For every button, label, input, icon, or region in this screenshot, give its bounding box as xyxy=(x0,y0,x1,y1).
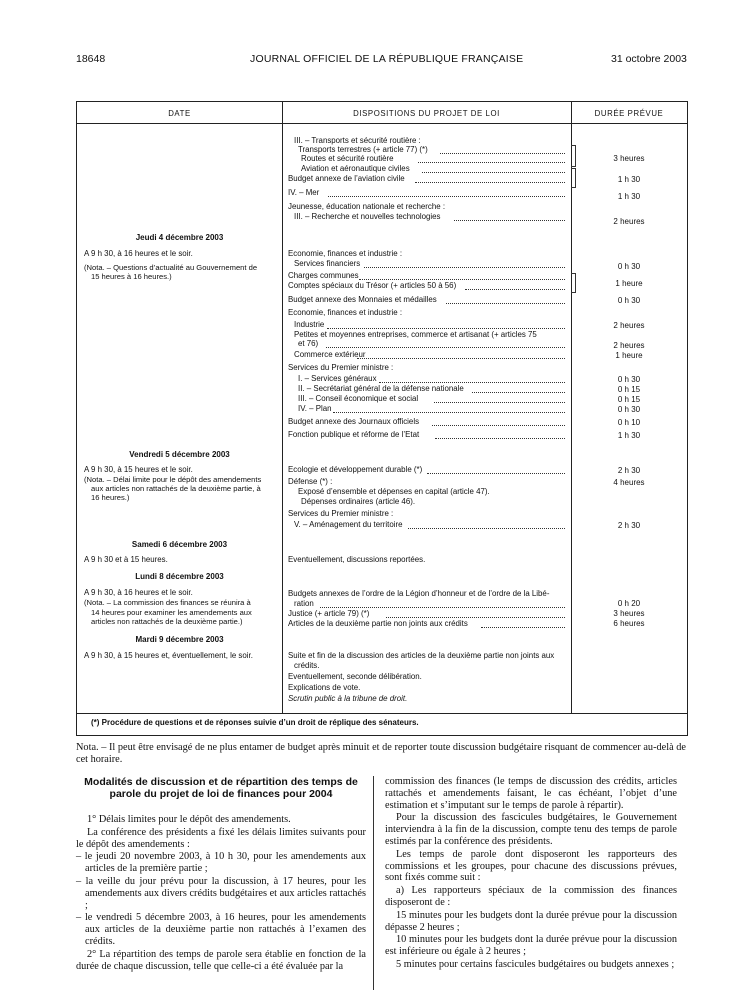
header-rule xyxy=(77,123,687,124)
duration-value: 1 h 30 xyxy=(617,431,641,440)
agenda-line: Transports terrestres (+ article 77) (*) xyxy=(298,145,428,154)
agenda-line: Budget annexe des Monnaies et médailles xyxy=(288,295,437,304)
agenda-line: Exposé d’ensemble et dépenses en capital (article 47). xyxy=(298,487,490,496)
leader-dots xyxy=(364,267,565,268)
duration-value: 0 h 30 xyxy=(617,262,641,271)
duration-value: 0 h 15 xyxy=(617,395,641,404)
agenda-line: crédits. xyxy=(294,661,320,670)
leader-dots xyxy=(357,358,565,359)
paragraph: 1° Délais limites pour le dépôt des amendements. xyxy=(87,814,291,825)
leader-dots xyxy=(379,382,565,383)
issue-date: 31 octobre 2003 xyxy=(611,53,687,65)
session-note: 14 heures pour examiner les amendements aux xyxy=(91,608,252,617)
leader-dots xyxy=(422,172,565,173)
agenda-line: III. – Transports et sécurité routière : xyxy=(294,136,421,145)
column-divider xyxy=(373,776,374,990)
agenda-line: Services du Premier ministre : xyxy=(288,363,394,372)
column-header-date: DATE xyxy=(168,109,191,118)
session-note: aux articles non rattachés de la deuxième partie, à xyxy=(91,484,261,493)
paragraph: Les temps de parole dont disposeront les rapporteurs des commissions et les groupes, pour chacune des discussions prévues, sont fixés comme suit : xyxy=(385,848,677,884)
leader-dots xyxy=(465,289,565,290)
paragraph: commission des finances (le temps de discussion des crédits, articles rattachés et amendements faisant, le cas échéant, l’objet d’une estimation et s’imputant sur le temps de parole à répartir). xyxy=(385,776,677,811)
leader-dots xyxy=(481,627,565,628)
duration-value: 0 h 30 xyxy=(617,375,641,384)
agenda-line: Ecologie et développement durable (*) xyxy=(288,465,423,474)
schedule-table xyxy=(76,101,688,736)
session-times: A 9 h 30, à 15 heures et le soir. xyxy=(84,465,193,474)
leader-dots xyxy=(359,279,565,280)
agenda-line: et 76) xyxy=(298,339,319,348)
session-note: articles non rattachés de la deuxième partie.) xyxy=(91,617,243,626)
table-footnote: (*) Procédure de questions et de réponses suivie d’un droit de réplique des sénateurs. xyxy=(91,718,419,727)
leader-dots xyxy=(415,182,565,183)
paragraph: 10 minutes pour les budgets dont la durée prévue pour la discussion est inférieure ou égale à 2 heures ; xyxy=(385,934,677,958)
right-column xyxy=(385,776,677,972)
session-note: 15 heures à 16 heures.) xyxy=(91,272,172,281)
leader-dots xyxy=(435,438,565,439)
agenda-line: Budget annexe des Journaux officiels xyxy=(288,417,420,426)
agenda-line: Charges communes xyxy=(288,271,359,280)
duration-value: 3 heures xyxy=(613,609,645,618)
agenda-line: Scrutin public à la tribune de droit. xyxy=(288,694,408,703)
column-divider xyxy=(571,102,572,713)
session-note: (Nota. – Questions d’actualité au Gouvernement de xyxy=(84,263,258,272)
agenda-line: Eventuellement, seconde délibération. xyxy=(288,672,422,681)
paragraph: Pour la discussion des fascicules budgétaires, le Gouvernement interviendra à la fin de la discussion, compte tenu des temps de parole estimés par la conférence des présidents. xyxy=(385,812,677,847)
page-number: 18648 xyxy=(76,53,106,65)
agenda-line: Services financiers xyxy=(294,259,361,268)
duration-value: 0 h 30 xyxy=(617,405,641,414)
date-heading: Mardi 9 décembre 2003 xyxy=(135,635,224,644)
duration-value: 2 heures xyxy=(613,321,645,330)
leader-dots xyxy=(333,412,565,413)
agenda-line: Services du Premier ministre : xyxy=(288,509,394,518)
agenda-line: Petites et moyennes entreprises, commerce et artisanat (+ articles 75 xyxy=(294,330,537,339)
list-item: – la veille du jour prévu pour la discussion, à 17 heures, pour les amendements aux divers crédits budgétaires et aux articles rattachés ; xyxy=(76,875,366,911)
date-heading: Samedi 6 décembre 2003 xyxy=(131,540,228,549)
duration-value: 2 h 30 xyxy=(617,521,641,530)
session-times: A 9 h 30, à 16 heures et le soir. xyxy=(84,588,193,597)
agenda-line: III. – Conseil économique et social xyxy=(298,394,419,403)
duration-value: 0 h 15 xyxy=(617,385,641,394)
paragraph: 2° La répartition des temps de parole sera établie en fonction de la durée de chaque discussion, telle que celle-ci a été évaluée par la xyxy=(76,948,366,972)
leader-dots xyxy=(446,303,565,304)
agenda-line: II. – Secrétariat général de la défense nationale xyxy=(298,384,464,393)
duration-value: 1 heure xyxy=(615,279,643,288)
agenda-line: Défense (*) : xyxy=(288,477,333,486)
session-times: A 9 h 30, à 15 heures et, éventuellement, le soir. xyxy=(84,651,253,660)
leader-dots xyxy=(320,607,565,608)
paragraph: La conférence des présidents a fixé les délais limites suivants pour le dépôt des amendements : xyxy=(76,826,366,850)
duration-value: 0 h 20 xyxy=(617,599,641,608)
duration-value: 1 heure xyxy=(615,351,643,360)
list-item: – le jeudi 20 novembre 2003, à 10 h 30, pour les amendements aux articles de la première partie ; xyxy=(76,851,366,875)
agenda-line: Suite et fin de la discussion des articles de la deuxième partie non joints aux xyxy=(288,651,555,660)
agenda-line: IV. – Mer xyxy=(288,188,320,197)
leader-dots xyxy=(472,392,565,393)
agenda-line: Explications de vote. xyxy=(288,683,361,692)
agenda-line: Articles de la deuxième partie non joints aux crédits xyxy=(288,619,468,628)
agenda-line: Comptes spéciaux du Trésor (+ articles 50 à 56) xyxy=(288,281,457,290)
session-times: A 9 h 30, à 16 heures et le soir. xyxy=(84,249,193,258)
agenda-line: Fonction publique et réforme de l’Etat xyxy=(288,430,420,439)
duration-value: 2 h 30 xyxy=(617,466,641,475)
agenda-line: Dépenses ordinaires (article 46). xyxy=(301,497,416,506)
leader-dots xyxy=(386,617,565,618)
agenda-line: Economie, finances et industrie : xyxy=(288,249,403,258)
date-heading: Vendredi 5 décembre 2003 xyxy=(129,450,230,459)
agenda-line: V. – Aménagement du territoire xyxy=(294,520,403,529)
agenda-line: Eventuellement, discussions reportées. xyxy=(288,555,426,564)
leader-dots xyxy=(454,220,565,221)
footnote-rule xyxy=(77,713,687,714)
agenda-line: Budget annexe de l’aviation civile xyxy=(288,174,405,183)
column-header-dispositions: DISPOSITIONS DU PROJET DE LOI xyxy=(353,109,500,118)
session-times: A 9 h 30 et à 15 heures. xyxy=(84,555,168,564)
leader-dots xyxy=(408,528,565,529)
agenda-line: Industrie xyxy=(294,320,325,329)
column-header-duree: DURÉE PRÉVUE xyxy=(594,109,664,118)
session-note: (Nota. – La commission des finances se réunira à xyxy=(84,598,251,607)
duration-value: 2 heures xyxy=(613,217,645,226)
duration-value: 1 h 30 xyxy=(617,175,641,184)
leader-dots xyxy=(434,402,565,403)
agenda-line: Aviation et aéronautique civiles xyxy=(301,164,410,173)
agenda-line: I. – Services généraux xyxy=(298,374,377,383)
journal-title: JOURNAL OFFICIEL DE LA RÉPUBLIQUE FRANÇAISE xyxy=(250,53,524,65)
agenda-line: Economie, finances et industrie : xyxy=(288,308,403,317)
duration-value: 1 h 30 xyxy=(617,192,641,201)
leader-dots xyxy=(326,347,565,348)
agenda-line: IV. – Plan xyxy=(298,404,332,413)
agenda-line: Jeunesse, éducation nationale et recherche : xyxy=(288,202,446,211)
agenda-line: Budgets annexes de l’ordre de la Légion d’honneur et de l’ordre de la Libé- xyxy=(288,589,550,598)
leader-dots xyxy=(432,425,565,426)
agenda-line: III. – Recherche et nouvelles technologies xyxy=(294,212,441,221)
agenda-line: ration xyxy=(294,599,314,608)
duration-value: 4 heures xyxy=(613,478,645,487)
section-heading: Modalités de discussion et de répartition des temps de parole du projet de loi de finances pour 2004 xyxy=(84,776,358,800)
list-item: – le vendredi 5 décembre 2003, à 16 heures, pour les amendements aux articles de la deuxième partie non rattachés à l’examen des crédits. xyxy=(76,912,366,947)
leader-dots xyxy=(440,153,565,154)
duration-value: 3 heures xyxy=(613,154,645,163)
agenda-line: Justice (+ article 79) (*) xyxy=(288,609,370,618)
leader-dots xyxy=(328,196,565,197)
leader-dots xyxy=(327,328,565,329)
paragraph: a) Les rapporteurs spéciaux de la commission des finances disposeront de : xyxy=(385,885,677,908)
duration-value: 0 h 10 xyxy=(617,418,641,427)
duration-value: 0 h 30 xyxy=(617,296,641,305)
paragraph: 5 minutes pour certains fascicules budgétaires ou budgets annexes ; xyxy=(396,958,675,970)
leader-dots xyxy=(418,162,565,163)
date-heading: Lundi 8 décembre 2003 xyxy=(135,572,224,581)
session-note: (Nota. – Délai limite pour le dépôt des amendements xyxy=(84,475,262,484)
column-divider xyxy=(282,102,283,713)
nota-paragraph: Nota. – Il peut être envisagé de ne plus entamer de budget après minuit et de reporter toute discussion budgétaire risquant de commencer au-delà de cet horaire. xyxy=(76,742,686,765)
agenda-line: Routes et sécurité routière xyxy=(301,154,394,163)
duration-value: 2 heures xyxy=(613,341,645,350)
leader-dots xyxy=(427,473,565,474)
date-heading: Jeudi 4 décembre 2003 xyxy=(135,233,224,242)
session-note: 16 heures.) xyxy=(91,493,130,502)
left-column xyxy=(76,776,366,973)
paragraph: 15 minutes pour les budgets dont la durée prévue pour la discussion dépasse 2 heures ; xyxy=(385,909,677,933)
duration-value: 6 heures xyxy=(613,619,645,628)
agenda-line: Commerce extérieur xyxy=(294,350,366,359)
